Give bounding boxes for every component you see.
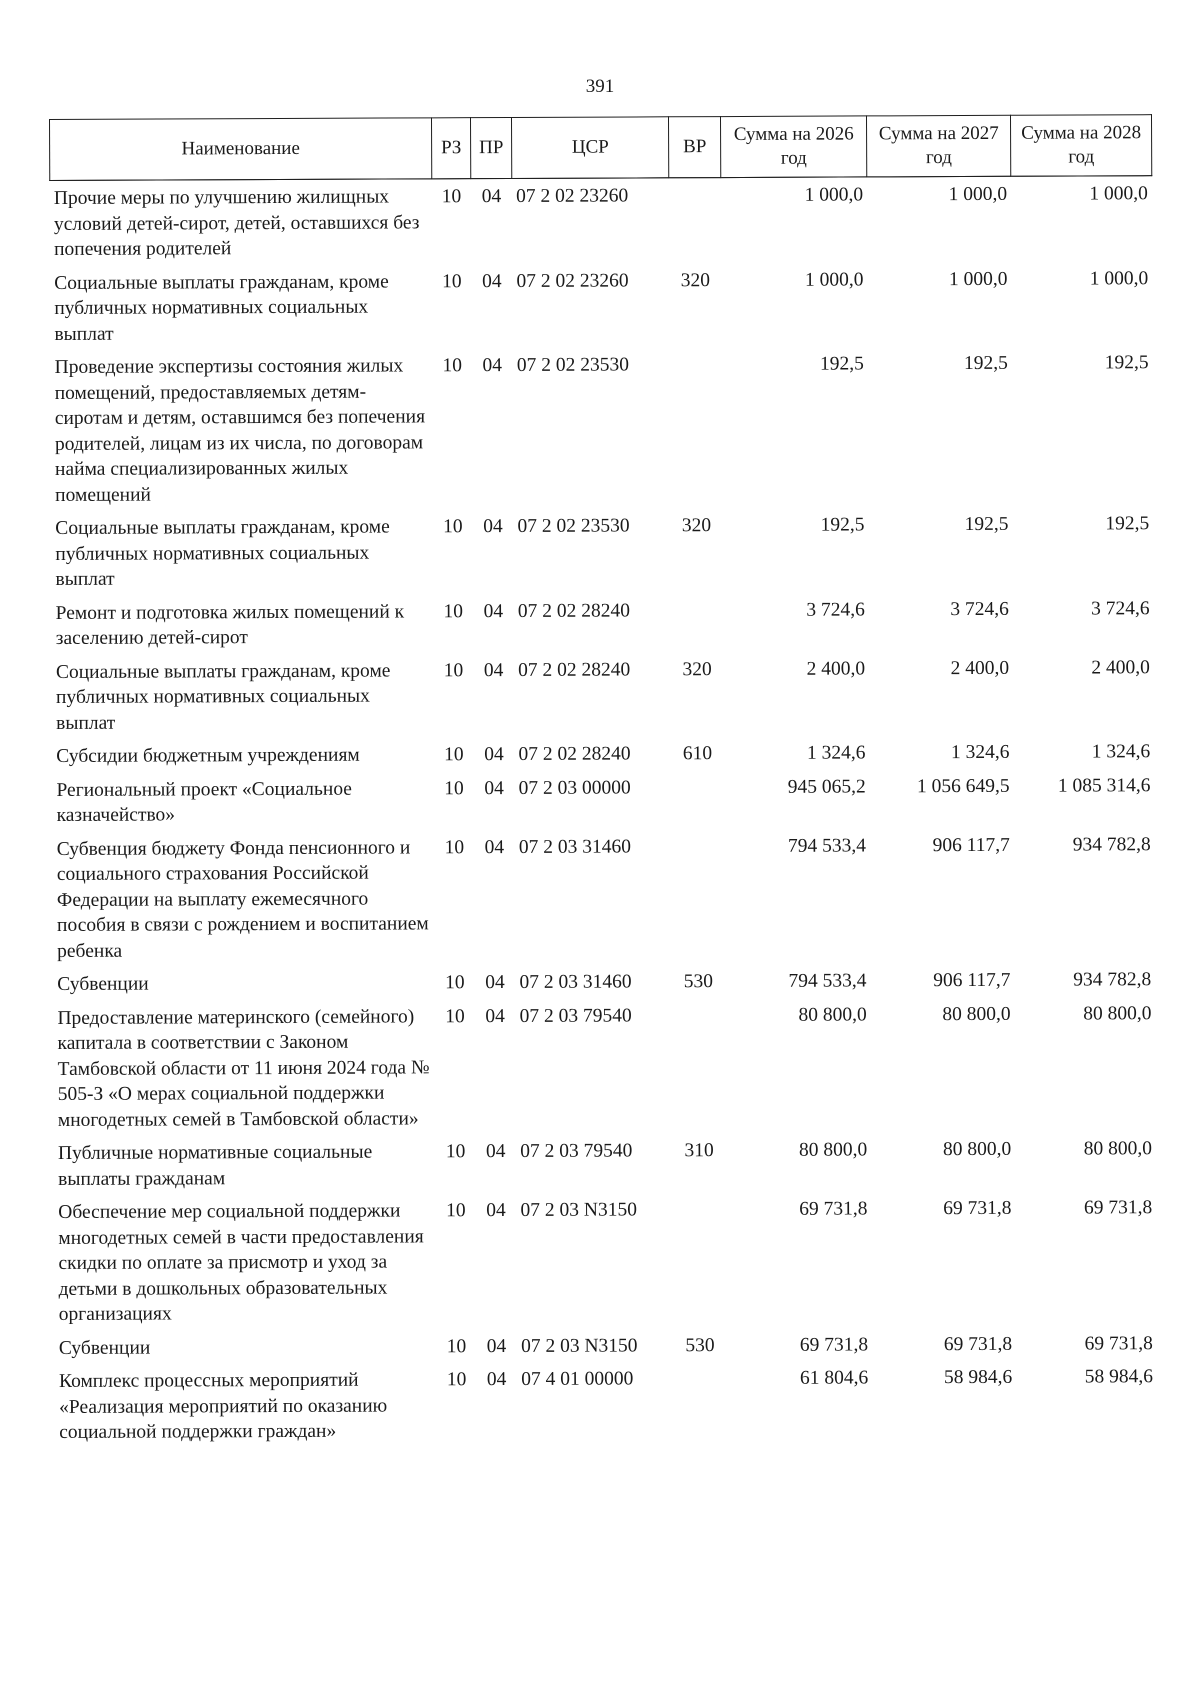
cell-csr: 07 2 03 N3150	[520, 1199, 637, 1221]
cell-name: Субвенции	[57, 973, 149, 995]
cell-sum-2026: 80 800,0	[798, 1003, 867, 1026]
cell-csr: 07 2 02 28240	[518, 658, 631, 681]
cell-pr: 04	[484, 777, 504, 799]
cell-vr	[673, 998, 726, 1134]
table-row	[50, 261, 1152, 350]
cell-name: Прочие меры по улучшению жилищных условий детей-сирот, детей, оставшихся без попечения родителей	[53, 186, 420, 260]
cell-rz: 10	[443, 659, 464, 681]
cell-name: Комплекс процессных мероприятий «Реализация мероприятий по оказанию социальной поддержки граждан»	[58, 1369, 388, 1443]
cell-sum-2026: 794 533,4	[787, 834, 866, 857]
header-sum-2026: Сумма на 2026 год	[721, 116, 867, 178]
cell-name: Субвенция бюджету Фонда пенсионного и социального страхования Российской Федерации на выплату ежемесячного пособия в связи с рождением и воспитанием ребенка	[56, 836, 429, 962]
cell-pr: 04	[485, 1005, 505, 1027]
cell-sum-2028: 69 731,8	[1084, 1332, 1153, 1354]
cell-sum-2026: 192,5	[819, 353, 864, 375]
table-row	[51, 506, 1153, 595]
cell-csr: 07 2 03 N3150	[521, 1334, 638, 1357]
cell-csr: 07 2 03 79540	[519, 1004, 632, 1027]
cell-sum-2027: 58 984,6	[943, 1366, 1013, 1389]
cell-sum-2026: 192,5	[820, 514, 865, 536]
cell-csr: 07 2 02 23260	[516, 269, 629, 292]
cell-sum-2026: 945 065,2	[787, 775, 866, 798]
cell-pr: 04	[483, 600, 504, 622]
cell-name: Субсидии бюджетным учреждениям	[56, 744, 360, 767]
cell-name: Проведение экспертизы состояния жилых помещений, предоставляемых детям-сиротам и детям, оставшимся без попечения родителей, лицам из их числа, по договорам найма специализированных жилых помещений	[54, 355, 426, 506]
header-sum-2028: Сумма на 2028 год	[1011, 115, 1152, 177]
cell-vr	[674, 1361, 726, 1446]
cell-rz: 10	[442, 270, 462, 292]
cell-vr	[670, 347, 723, 508]
cell-sum-2027: 80 800,0	[942, 1138, 1012, 1161]
cell-rz: 10	[443, 600, 464, 622]
cell-sum-2028: 58 984,6	[1084, 1366, 1154, 1388]
cell-name: Социальные выплаты гражданам, кроме публичных нормативных социальных выплат	[54, 271, 389, 345]
cell-csr: 07 2 03 79540	[520, 1140, 633, 1162]
cell-sum-2026: 1 000,0	[804, 184, 864, 206]
cell-pr: 04	[484, 744, 504, 766]
cell-rz: 10	[443, 516, 463, 538]
cell-sum-2027: 1 056 649,5	[916, 775, 1010, 797]
cell-sum-2027: 3 724,6	[950, 598, 1009, 620]
cell-csr: 07 2 02 28240	[517, 599, 631, 622]
cell-rz: 10	[445, 1005, 465, 1027]
header-csr: ЦСР	[512, 117, 669, 179]
cell-pr: 04	[481, 186, 502, 208]
table-row	[52, 734, 1154, 772]
table-row	[54, 1190, 1157, 1330]
cell-sum-2026: 1 000,0	[804, 268, 864, 291]
cell-csr: 07 2 03 00000	[518, 776, 631, 799]
table-header	[50, 115, 1152, 181]
cell-pr: 04	[483, 659, 504, 681]
cell-pr: 04	[485, 972, 505, 994]
header-name: Наименование	[50, 118, 432, 181]
cell-sum-2028: 80 800,0	[1083, 1002, 1152, 1024]
cell-vr: 530	[685, 1334, 715, 1356]
cell-vr	[672, 829, 725, 965]
cell-vr: 310	[684, 1140, 714, 1162]
cell-csr: 07 2 03 31460	[518, 835, 632, 858]
cell-rz: 10	[442, 355, 462, 377]
cell-name: Предоставление материнского (семейного) капитала в соответствии с Законом Тамбовской области от 11 июня 2024 года № 505-З «О мерах социальной поддержки многодетных семей в Тамбовской области»	[57, 1005, 430, 1131]
cell-sum-2028: 3 724,6	[1091, 597, 1150, 619]
cell-name: Ремонт и подготовка жилых помещений к заселению детей-сирот	[55, 600, 405, 649]
cell-sum-2026: 80 800,0	[798, 1139, 868, 1161]
table-row	[53, 996, 1156, 1136]
cell-sum-2027: 2 400,0	[950, 657, 1010, 679]
cell-vr	[669, 178, 721, 263]
table-row	[54, 1131, 1156, 1195]
cell-name: Региональный проект «Социальное казначейство»	[56, 778, 352, 826]
cell-name: Социальные выплаты гражданам, кроме публичных нормативных социальных выплат	[55, 660, 391, 734]
table-row	[51, 345, 1154, 511]
table-row	[52, 591, 1154, 655]
table-row	[55, 1359, 1157, 1448]
cell-sum-2028: 1 085 314,6	[1057, 774, 1151, 797]
cell-pr: 04	[486, 1200, 506, 1222]
cell-sum-2027: 1 000,0	[948, 183, 1008, 206]
cell-sum-2026: 69 731,8	[799, 1198, 868, 1220]
cell-rz: 10	[444, 777, 464, 799]
cell-sum-2026: 2 400,0	[806, 657, 866, 680]
cell-vr	[673, 1192, 726, 1328]
cell-csr: 07 2 02 23260	[516, 185, 629, 207]
header-sum-2027: Сумма на 2027 год	[867, 115, 1011, 177]
cell-sum-2028: 80 800,0	[1083, 1138, 1153, 1160]
cell-sum-2028: 934 782,8	[1073, 969, 1152, 991]
cell-csr: 07 4 01 00000	[521, 1368, 634, 1390]
cell-sum-2027: 192,5	[963, 352, 1008, 375]
cell-csr: 07 2 02 23530	[517, 515, 630, 537]
cell-vr: 320	[682, 658, 712, 680]
cell-pr: 04	[485, 1141, 506, 1163]
cell-sum-2027: 1 324,6	[950, 741, 1010, 764]
cell-sum-2028: 69 731,8	[1083, 1197, 1153, 1219]
cell-sum-2028: 934 782,8	[1072, 833, 1151, 856]
header-vr: ВР	[669, 117, 721, 178]
cell-name: Социальные выплаты гражданам, кроме публичных нормативных социальных выплат	[55, 516, 390, 590]
cell-name: Публичные нормативные социальные выплаты гражданам	[57, 1141, 373, 1190]
cell-sum-2026: 61 804,6	[799, 1367, 869, 1389]
table-row	[52, 768, 1154, 832]
table-row	[53, 827, 1156, 967]
cell-pr: 04	[486, 1335, 507, 1357]
cell-sum-2027: 906 117,7	[933, 969, 1011, 992]
header-rz: РЗ	[432, 118, 471, 179]
table-row	[53, 962, 1155, 1000]
cell-vr: 320	[681, 515, 712, 537]
cell-pr: 04	[484, 836, 505, 858]
cell-sum-2028: 192,5	[1104, 352, 1149, 374]
cell-pr: 04	[482, 355, 503, 377]
cell-vr: 530	[683, 971, 714, 993]
cell-sum-2027: 69 731,8	[943, 1333, 1013, 1355]
cell-csr: 07 2 02 23530	[516, 354, 629, 376]
cell-rz: 10	[445, 972, 465, 994]
cell-sum-2026: 69 731,8	[799, 1333, 869, 1356]
cell-sum-2027: 192,5	[964, 513, 1009, 536]
cell-rz: 10	[444, 836, 465, 858]
cell-csr: 07 2 03 31460	[519, 971, 632, 993]
cell-rz: 10	[441, 186, 462, 208]
cell-sum-2027: 80 800,0	[942, 1003, 1011, 1025]
cell-rz: 10	[445, 1141, 466, 1163]
cell-sum-2027: 906 117,7	[932, 834, 1010, 856]
cell-sum-2028: 2 400,0	[1091, 656, 1150, 678]
cell-rz: 10	[444, 744, 464, 766]
header-pr: ПР	[471, 117, 512, 178]
cell-pr: 04	[482, 270, 502, 292]
cell-name: Обеспечение мер социальной поддержки многодетных семей в части предоставления скидки по оплате за присмотр и уход за детьми в дошкольных образовательных организациях	[58, 1200, 424, 1325]
cell-vr: 610	[682, 743, 713, 765]
cell-pr: 04	[483, 516, 503, 538]
cell-vr	[672, 770, 724, 829]
page-number: 391	[585, 76, 615, 97]
budget-table	[49, 114, 1158, 1448]
cell-sum-2028: 1 000,0	[1089, 183, 1148, 205]
cell-sum-2026: 1 324,6	[806, 742, 866, 764]
cell-sum-2027: 69 731,8	[943, 1197, 1012, 1220]
table-body	[50, 176, 1158, 1449]
cell-name: Субвенции	[58, 1337, 151, 1359]
cell-sum-2026: 3 724,6	[806, 598, 865, 621]
cell-sum-2028: 1 324,6	[1091, 741, 1151, 763]
table-row	[50, 176, 1152, 266]
cell-sum-2027: 1 000,0	[948, 268, 1008, 290]
cell-sum-2028: 1 000,0	[1089, 267, 1149, 289]
cell-pr: 04	[486, 1369, 507, 1391]
cell-vr: 320	[680, 269, 711, 291]
table-row	[52, 650, 1154, 739]
cell-sum-2028: 192,5	[1105, 513, 1150, 535]
cell-csr: 07 2 02 28240	[518, 743, 631, 765]
cell-vr	[671, 593, 723, 652]
cell-rz: 10	[446, 1335, 467, 1357]
cell-rz: 10	[446, 1200, 466, 1222]
cell-sum-2026: 794 533,4	[788, 970, 867, 992]
cell-rz: 10	[446, 1369, 467, 1391]
table-row	[55, 1326, 1157, 1364]
